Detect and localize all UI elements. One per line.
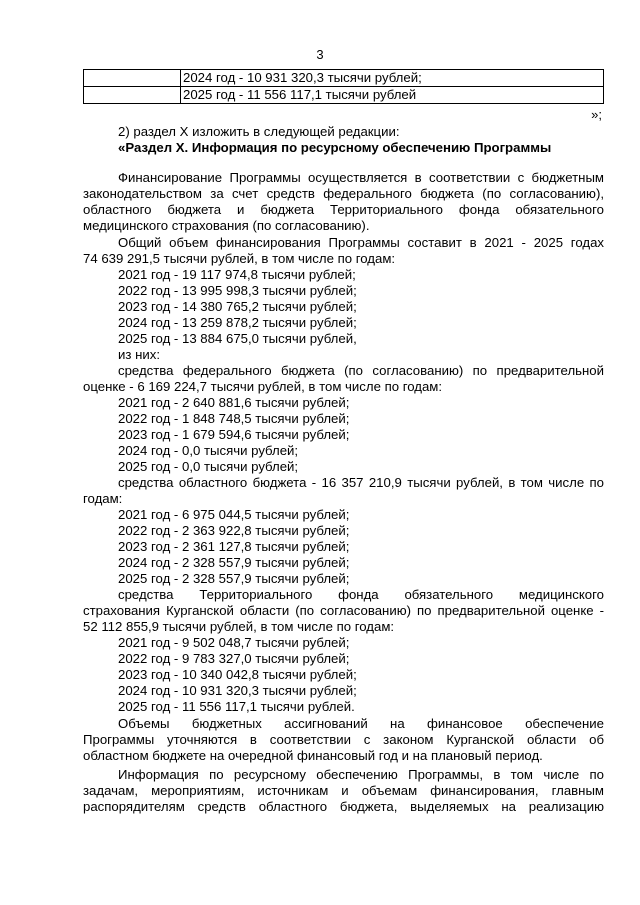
paragraph-line: Программы уточняются в соответствии с законом Курганской области об <box>83 732 604 747</box>
total-year-item: 2023 год - 14 380 765,2 тысячи рублей; <box>118 299 357 314</box>
paragraph-line: средства Территориального фонда обязательного медицинского <box>118 587 604 602</box>
fund-year-item: 2024 год - 10 931 320,3 тысячи рублей; <box>118 683 357 698</box>
fund-year-item: 2025 год - 11 556 117,1 тысячи рублей. <box>118 699 355 714</box>
paragraph-line: Финансирование Программы осуществляется в соответствии с бюджетным <box>118 170 604 185</box>
page-number: 3 <box>316 47 324 62</box>
of-them-label: из них: <box>118 347 160 362</box>
paragraph-line: 74 639 291,5 тысячи рублей, в том числе по годам: <box>83 251 396 266</box>
closing-quote: »; <box>591 107 602 122</box>
table-cell-empty <box>84 87 181 104</box>
paragraph-line: Информация по ресурсному обеспечению Программы, в том числе по <box>118 767 604 782</box>
federal-year-item: 2021 год - 2 640 881,6 тысячи рублей; <box>118 395 350 410</box>
paragraph-line: медицинского страхования (по согласованию). <box>83 218 370 233</box>
regional-year-item: 2023 год - 2 361 127,8 тысячи рублей; <box>118 539 350 554</box>
total-year-item: 2024 год - 13 259 878,2 тысячи рублей; <box>118 315 357 330</box>
paragraph-line: законодательством за счет средств федерального бюджета (по согласованию), <box>83 186 604 201</box>
federal-year-item: 2022 год - 1 848 748,5 тысячи рублей; <box>118 411 350 426</box>
table-row <box>84 87 604 104</box>
paragraph-line: средства федерального бюджета (по согласованию) по предварительной <box>118 363 604 378</box>
regional-year-item: 2025 год - 2 328 557,9 тысячи рублей; <box>118 571 350 586</box>
paragraph-line: Объемы бюджетных ассигнований на финансовое обеспечение <box>118 716 604 731</box>
paragraph-line: оценке - 6 169 224,7 тысячи рублей, в том числе по годам: <box>83 379 443 394</box>
total-year-item: 2025 год - 13 884 675,0 тысячи рублей, <box>118 331 357 346</box>
paragraph-line: страхования Курганской области (по согласованию) по предварительной оценке - <box>83 603 604 618</box>
table-cell: 2024 год - 10 931 320,3 тысячи рублей; <box>181 70 604 87</box>
paragraph-line: областном бюджете на очередной финансовый год и на плановый период. <box>83 748 543 763</box>
fund-year-item: 2023 год - 10 340 042,8 тысячи рублей; <box>118 667 357 682</box>
fund-year-item: 2022 год - 9 783 327,0 тысячи рублей; <box>118 651 350 666</box>
federal-year-item: 2024 год - 0,0 тысячи рублей; <box>118 443 299 458</box>
paragraph-line: 52 112 855,9 тысячи рублей, в том числе по годам: <box>83 619 395 634</box>
table-cell: 2025 год - 11 556 117,1 тысячи рублей <box>181 87 604 104</box>
paragraph-line: распорядителям средств областного бюджета, выделяемых на реализацию <box>83 799 604 814</box>
paragraph-line: Общий объем финансирования Программы составит в 2021 - 2025 годах <box>118 235 604 250</box>
amendment-instruction: 2) раздел X изложить в следующей редакции: <box>118 124 400 139</box>
previous-table-fragment <box>83 69 604 104</box>
federal-year-item: 2023 год - 1 679 594,6 тысячи рублей; <box>118 427 350 442</box>
table-row <box>84 70 604 87</box>
total-year-item: 2021 год - 19 117 974,8 тысячи рублей; <box>118 267 356 282</box>
regional-year-item: 2022 год - 2 363 922,8 тысячи рублей; <box>118 523 350 538</box>
section-title: «Раздел X. Информация по ресурсному обеспечению Программы <box>118 140 552 155</box>
regional-year-item: 2024 год - 2 328 557,9 тысячи рублей; <box>118 555 350 570</box>
paragraph-line: задачам, мероприятиям, источникам и объемам финансирования, главным <box>83 783 604 798</box>
paragraph-line: годам: <box>83 491 123 506</box>
fund-year-item: 2021 год - 9 502 048,7 тысячи рублей; <box>118 635 350 650</box>
regional-year-item: 2021 год - 6 975 044,5 тысячи рублей; <box>118 507 350 522</box>
total-year-item: 2022 год - 13 995 998,3 тысячи рублей; <box>118 283 357 298</box>
paragraph-line: средства областного бюджета - 16 357 210,9 тысячи рублей, в том числе по <box>118 475 604 490</box>
paragraph-line: областного бюджета и бюджета Территориального фонда обязательного <box>83 202 604 217</box>
table-cell-empty <box>84 70 181 87</box>
federal-year-item: 2025 год - 0,0 тысячи рублей; <box>118 459 299 474</box>
